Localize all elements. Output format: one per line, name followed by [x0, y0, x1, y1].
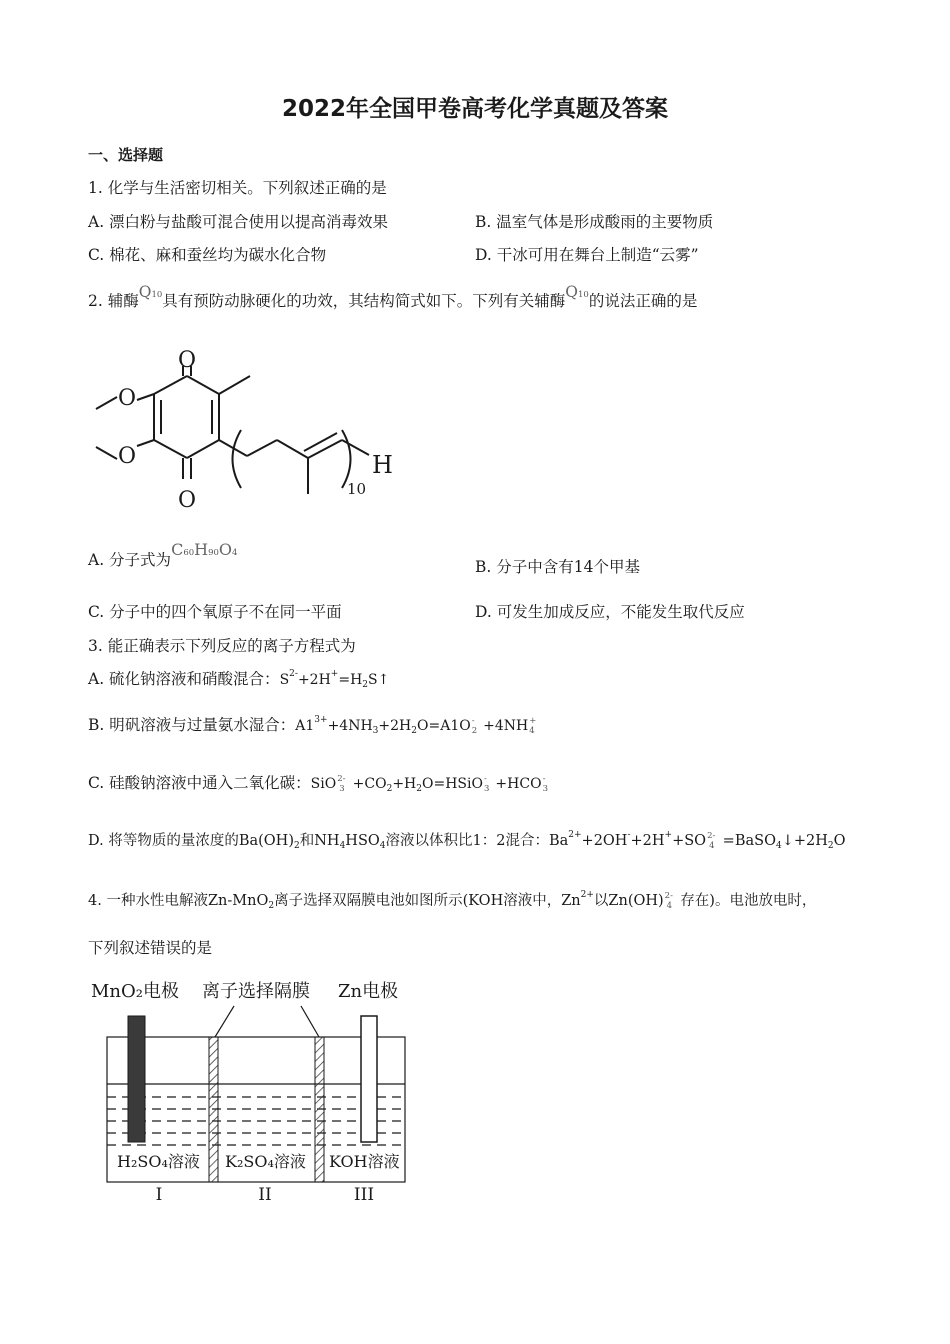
- q1-stem: 1. 化学与生活密切相关。下列叙述正确的是: [88, 179, 387, 197]
- q2-option-b: B. 分子中含有14个甲基: [475, 558, 640, 576]
- region-ii: II: [258, 1185, 272, 1205]
- q1-option-c: C. 棉花、麻和蚕丝均为碳水化合物: [88, 246, 327, 264]
- region-iii: III: [353, 1185, 375, 1205]
- membrane-2: [315, 1037, 324, 1182]
- mno2-electrode: [128, 1016, 145, 1142]
- q2-option-d: D. 可发生加成反应，不能发生取代反应: [475, 603, 745, 621]
- structure-oxygen-methoxy-2: O: [117, 444, 137, 469]
- q3-option-a: A. 硫化钠溶液和硝酸混合：$S^{2-}+2H^+=H_2S↑$: [88, 669, 390, 690]
- label-k2so4: K₂SO₄溶液: [225, 1152, 306, 1171]
- q3-stem: 3. 能正确表示下列反应的离子方程式为: [88, 637, 356, 655]
- q4-stem-line2: 下列叙述错误的是: [88, 939, 213, 957]
- q2-stem: 2. 辅酶Q10具有预防动脉硬化的功效，其结构简式如下。下列有关辅酶Q10的说法正确的是: [88, 283, 698, 310]
- battery-diagram: [88, 974, 418, 1214]
- q1-option-d: D. 干冰可用在舞台上制造“云雾”: [475, 246, 699, 264]
- structure-oxygen-bottom: O: [177, 488, 197, 513]
- coenzyme-q10-structure: [88, 338, 398, 518]
- label-h2so4: H₂SO₄溶液: [117, 1152, 200, 1171]
- q3-option-b: B. 明矾溶液与过量氨水湿合：$A1^{3+}+4NH_3+2H_2O=A1O$ - 2 +4NH + 4: [88, 715, 537, 736]
- structure-hydrogen: H: [372, 451, 393, 479]
- q2-option-a: A. 分子式为C60H90O4: [88, 540, 238, 569]
- zn-electrode: [361, 1016, 377, 1142]
- section-heading: 一、选择题: [88, 146, 164, 164]
- q4-stem: 4. 一种水性电解液Zn-MnO$_2$离子选择双隔膜电池如图所示(KOH溶液中，$Zn^{2+}$以Zn(OH) 2- 4 存在)。电池放电时，: [88, 890, 817, 911]
- q1-option-b: B. 温室气体是形成酸雨的主要物质: [475, 213, 714, 231]
- q3-option-c: C. 硅酸钠溶液中通入二氧化碳：SiO 2- 3 $+CO_2+H_2O=HSiO$ - 3 +HCO - 3: [88, 774, 548, 794]
- q2-option-c: C. 分子中的四个氧原子不在同一平面: [88, 603, 342, 621]
- structure-repeat-count: 10: [347, 480, 367, 498]
- label-koh: KOH溶液: [329, 1152, 400, 1171]
- q3-option-d: D. 将等物质的量浓度的$Ba(OH)_2$和$NH_4HSO_4$溶液以体积比1：2混合：$Ba^{2+}+2OH^-+2H^++SO$ 2- 4 $=BaSO_4↓+2H_2O$: [88, 830, 846, 851]
- structure-oxygen-methoxy-1: O: [117, 386, 137, 411]
- membrane-1: [209, 1037, 218, 1182]
- label-zn-electrode: Zn电极: [338, 981, 399, 1002]
- region-i: I: [155, 1185, 163, 1205]
- page-title: 2022年全国甲卷高考化学真题及答案: [281, 96, 668, 122]
- q1-option-a: A. 漂白粉与盐酸可混合使用以提高消毒效果: [88, 213, 389, 231]
- label-mno2-electrode: MnO₂电极: [91, 981, 179, 1002]
- structure-oxygen-top: O: [177, 348, 197, 373]
- label-ion-membrane: 离子选择隔膜: [202, 981, 310, 1002]
